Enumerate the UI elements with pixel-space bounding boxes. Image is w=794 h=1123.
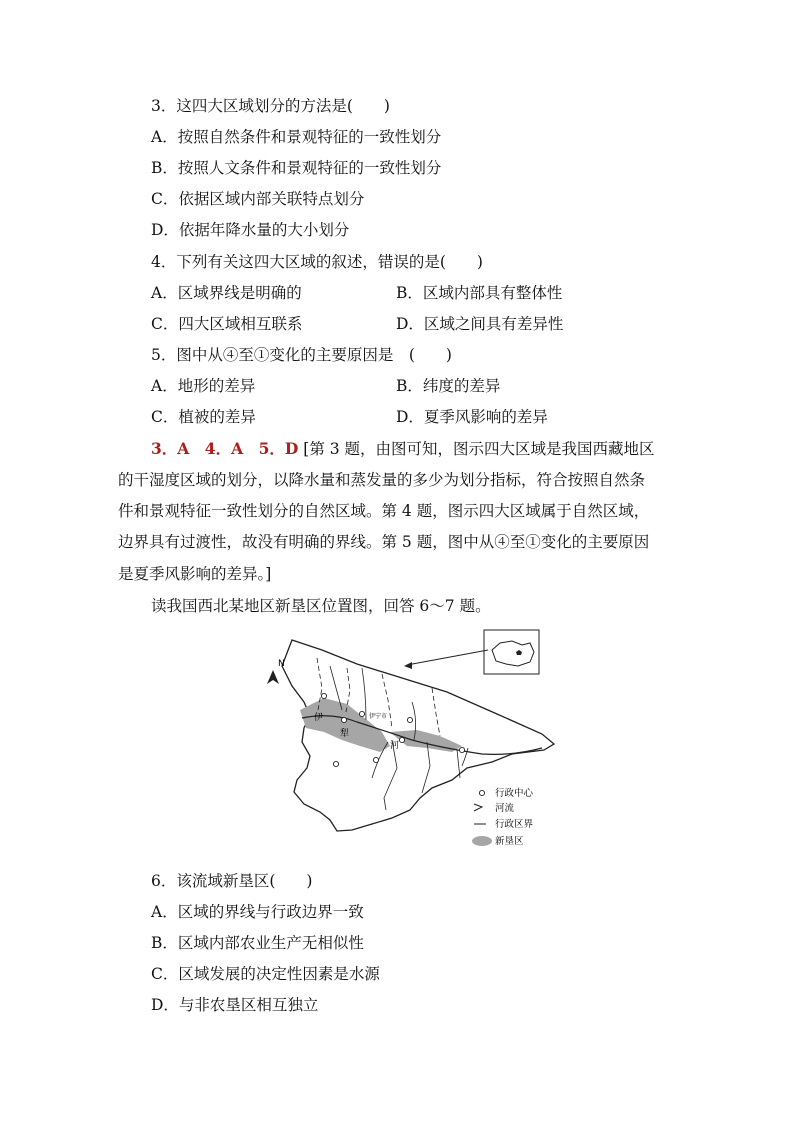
- inset-outline: [492, 641, 534, 666]
- legend-reclaim-symbol: [472, 836, 492, 846]
- inset-arrowhead: [404, 662, 412, 669]
- answer-text-1: [第 3 题，由图可知，图示四大区域是我国西藏地区: [303, 440, 655, 458]
- admin-boundary-4: [432, 688, 440, 736]
- reclamation-map: [262, 628, 562, 858]
- map-svg: [262, 628, 562, 858]
- q4-option-a: A．区域界线是明确的: [151, 284, 302, 302]
- q5-option-c: C．植被的差异: [151, 408, 256, 426]
- q6-stem: 6．该流域新垦区( ): [151, 872, 313, 890]
- q6-option-d: D．与非农垦区相互独立: [151, 996, 319, 1014]
- inset-location: [516, 650, 522, 655]
- q6-option-a: A．区域的界线与行政边界一致: [151, 903, 364, 921]
- admin-boundary-6: [422, 742, 430, 793]
- admin-center: [341, 717, 346, 722]
- q3-stem: 3．这四大区域划分的方法是( ): [151, 97, 390, 115]
- legend-river-label: 河流: [495, 803, 515, 814]
- map-label-li: 犁: [340, 729, 350, 739]
- north-arrow: [267, 670, 279, 684]
- admin-center: [321, 693, 326, 698]
- answer-line-3: 件和景观特征一致性划分的自然区域。第 4 题，图示四大区域属于自然区域，: [118, 502, 650, 520]
- legend-boundary-label: 行政区界: [495, 819, 534, 830]
- reclaim-area-west: [300, 698, 390, 752]
- admin-center: [399, 737, 404, 742]
- q4-option-b: B．区域内部具有整体性: [396, 284, 563, 302]
- q4-option-c: C．四大区域相互联系: [151, 315, 303, 333]
- map-label-yi: 伊: [314, 713, 324, 723]
- legend-reclaim-label: 新垦区: [495, 836, 524, 847]
- q5-stem: 5．图中从④至①变化的主要原因是 ( ): [151, 346, 452, 364]
- q4-stem: 4．下列有关这四大区域的叙述，错误的是( ): [151, 253, 483, 271]
- legend-center-label: 行政中心: [495, 788, 534, 799]
- map-label-city: 伊宁市: [369, 713, 388, 720]
- q6-option-b: B．区域内部农业生产无相似性: [151, 934, 364, 952]
- legend-river-symbol: [474, 804, 482, 811]
- q4-option-d: D．区域之间具有差异性: [396, 315, 564, 333]
- answer-keys: 3．A 4．A 5．D: [151, 439, 299, 458]
- q6-option-c: C．区域发展的决定性因素是水源: [151, 965, 380, 983]
- q5-option-d: D．夏季风影响的差异: [396, 408, 548, 426]
- legend-center-symbol: [479, 790, 484, 795]
- admin-center: [333, 761, 338, 766]
- north-label: N: [278, 659, 285, 669]
- map-intro: 读我国西北某地区新垦区位置图，回答 6～7 题。: [151, 597, 491, 615]
- q5-option-a: A．地形的差异: [151, 377, 256, 395]
- q3-option-a: A．按照自然条件和景观特征的一致性划分: [151, 128, 442, 146]
- q5-option-b: B．纬度的差异: [396, 377, 501, 395]
- q3-option-d: D．依据年降水量的大小划分: [151, 221, 350, 239]
- inset-pointer: [407, 650, 488, 665]
- admin-center: [373, 757, 378, 762]
- answer-line-2: 的干湿度区域的划分，以降水量和蒸发量的多少为划分指标，符合按照自然条: [118, 471, 646, 489]
- answer-line-5: 是夏季风影响的差异。]: [118, 565, 272, 583]
- map-label-he: 河: [390, 741, 400, 751]
- admin-center: [459, 747, 464, 752]
- admin-center: [359, 711, 364, 716]
- admin-boundary-7: [457, 750, 460, 778]
- answer-line-4: 边界具有过渡性，故没有明确的界线。第 5 题，图中从④至①变化的主要原因: [118, 533, 650, 551]
- admin-center: [407, 717, 412, 722]
- q3-option-c: C．依据区域内部关联特点划分: [151, 190, 365, 208]
- answer-line-1: [151, 439, 655, 459]
- q3-option-b: B．按照人文条件和景观特征的一致性划分: [151, 159, 442, 177]
